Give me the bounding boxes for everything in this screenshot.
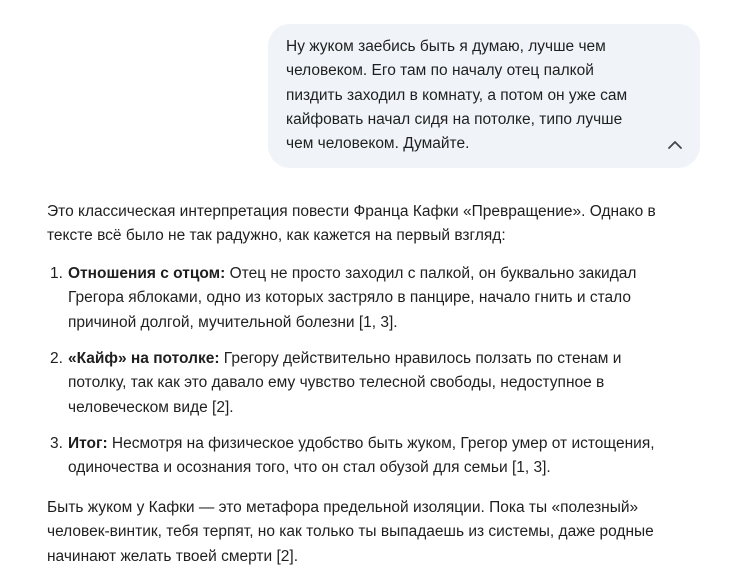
list-item-title: Отношения с отцом: (68, 265, 226, 282)
list-item-first-line (68, 347, 621, 371)
collapse-message-button[interactable] (662, 132, 688, 158)
chevron-up-icon (667, 140, 683, 150)
list-item-number: 1. (50, 265, 63, 282)
response-outro-line: Быть жуком у Кафки — это метафора предельной изоляции. Пока ты «полезный» (47, 499, 639, 516)
list-item-title: «Кайф» на потолке: (68, 350, 220, 367)
list-item-number: 3. (50, 435, 63, 452)
list-item-body (68, 262, 636, 335)
list-item-title: Итог: (68, 435, 108, 452)
response-intro (47, 200, 656, 249)
list-item-body (68, 432, 655, 481)
list-item-text: Отец не просто заходил с палкой, он буквально закидал (225, 265, 637, 282)
list-item-number: 2. (50, 350, 63, 367)
list-item-body (68, 347, 621, 420)
list-item-text: Несмотря на физическое удобство быть жуком, Грегор умер от истощения, (107, 435, 655, 452)
response-outro (47, 496, 654, 569)
user-message-bubble (268, 24, 700, 168)
response-outro-line: человек-винтик, тебя терпят, но как только ты выпадаешь из системы, даже родные (47, 523, 654, 541)
list-item-line: человеческом виде [2]. (68, 398, 234, 416)
list-item-line: одиночества и осознания того, что он стал обузой для семьи [1, 3]. (68, 459, 551, 477)
list-item-line: Грегора яблоками, одно из которых застряло в панцире, начало гнить и стало (68, 289, 632, 307)
user-message-line: чем человеком. Думайте. (286, 135, 470, 153)
response-intro-line: тексте всё было не так радужно, как кажется на первый взгляд: (47, 227, 506, 245)
list-item-line: причиной долгой, мучительной болезни [1, 3]. (68, 313, 398, 331)
list-item-first-line (68, 432, 655, 456)
user-message-line: человеком. Его там по началу отец палкой (286, 62, 594, 80)
user-message-line: пиздить заходил в комнату, а потом он уже сам (286, 86, 628, 104)
list-item-line: потолку, так как это давало ему чувство телесной свободы, недоступное в (68, 374, 605, 392)
list-item-first-line (68, 262, 636, 286)
response-intro-line: Это классическая интерпретация повести Франца Кафки «Превращение». Однако в (47, 203, 656, 220)
user-message-line: Ну жуком заебись быть я думаю, лучше чем (286, 38, 606, 55)
response-outro-line: начинают желать твоей смерти [2]. (47, 547, 298, 565)
user-message-text (286, 35, 650, 156)
list-item-text: Грегору действительно нравилось ползать по стенам и (219, 350, 622, 367)
user-message-line: кайфовать начал сидя на потолке, типо лучше (286, 110, 623, 128)
